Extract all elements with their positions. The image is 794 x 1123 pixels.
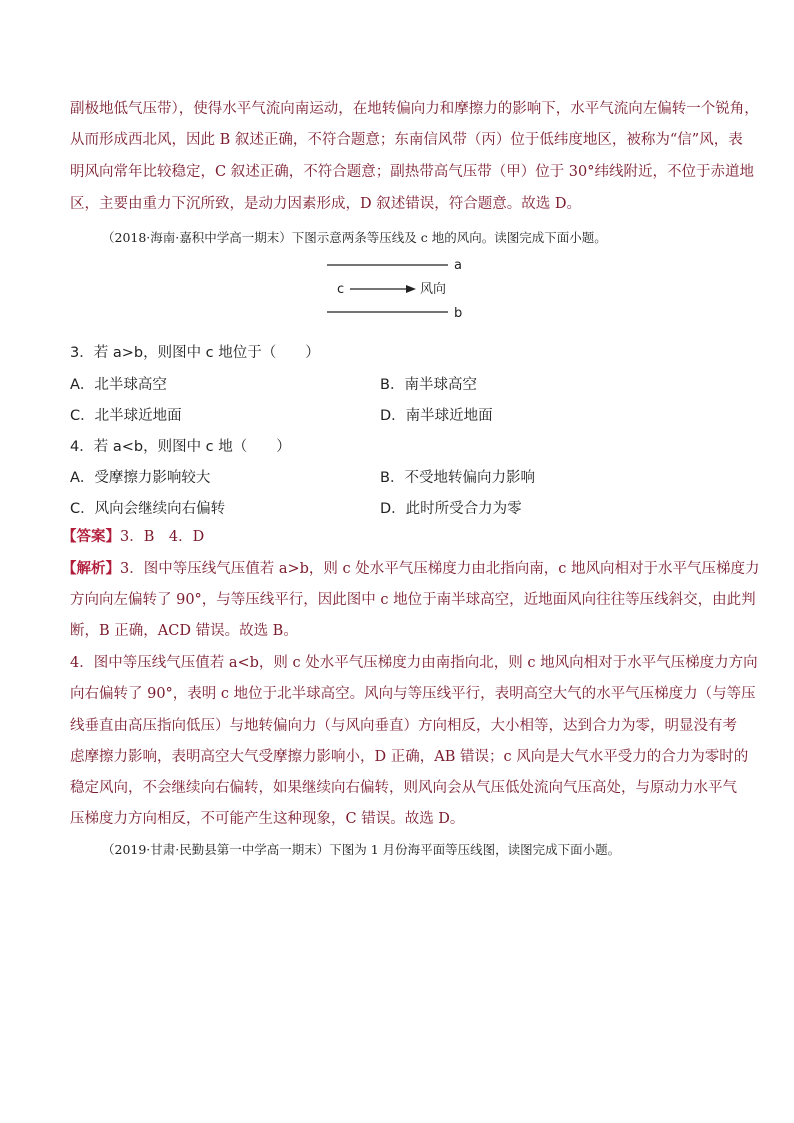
intro-line-4: 区，主要由重力下沉所致，是动力因素形成，D 叙述错误，符合题意。故选 D。: [70, 196, 581, 212]
q4-option-d: D．此时所受合力为零: [380, 501, 522, 517]
analysis-q3-first-text: 3．图中等压线气压值若 a>b，则 c 处水平气压梯度力由北指向南，c 地风向相对于水平气压梯度力: [120, 561, 760, 577]
analysis-q3-line-1: [62, 560, 759, 578]
point-c-label: c: [337, 282, 345, 297]
analysis-q4-line-5: 稳定风向，不会继续向右偏转，如果继续向右偏转，则风向会从气压低处流向气压高处，与原动力水平气: [70, 780, 737, 796]
isobar-diagram: [300, 252, 490, 324]
answer-line: [62, 528, 204, 546]
wind-arrow-head-icon: [406, 285, 416, 293]
q4-option-c: C．风向会继续向右偏转: [70, 501, 226, 517]
source-note-2: （2019·甘肃·民勤县第一中学高一期末）下图为 1 月份海平面等压线图，读图完成下面小题。: [102, 842, 621, 857]
answer-label: 【答案】: [62, 528, 120, 545]
analysis-q4-line-6: 压梯度力方向相反，不可能产生这种现象，C 错误。故选 D。: [70, 811, 465, 827]
q4-option-a: A．受摩擦力影响较大: [70, 470, 211, 486]
isobar-b-label: b: [454, 306, 463, 321]
question-3-stem: 3．若 a>b，则图中 c 地位于（ ）: [70, 345, 320, 361]
intro-line-2: 从而形成西北风，因此 B 叙述正确，不符合题意；东南信风带（丙）位于低纬度地区，被称为“信”风，表: [70, 132, 743, 148]
wind-direction-label: 风向: [420, 282, 447, 297]
q4-option-b: B．不受地转偏向力影响: [380, 470, 535, 486]
intro-line-1: 副极地低气压带），使得水平气流向南运动，在地转偏向力和摩擦力的影响下，水平气流向左偏转一个锐角，: [70, 101, 759, 117]
q3-option-b: B．南半球高空: [380, 377, 477, 393]
analysis-q4-line-2: 向右偏转了 90°，表明 c 地位于北半球高空。风向与等压线平行，表明高空大气的水平气压梯度力（与等压: [70, 686, 756, 702]
analysis-q3-line-3: 断，B 正确，ACD 错误。故选 B。: [70, 623, 298, 639]
answer-text: 3．B 4．D: [120, 529, 205, 545]
analysis-q4-line-4: 虑摩擦力影响，表明高空大气受摩擦力影响小，D 正确，AB 错误；c 风向是大气水平受力的合力为零时的: [70, 749, 749, 765]
analysis-q4-line-1: 4．图中等压线气压值若 a<b，则 c 处水平气压梯度力由南指向北，则 c 地风向相对于水平气压梯度力方向: [70, 655, 758, 671]
q3-option-d: D．南半球近地面: [380, 408, 493, 424]
q3-option-c: C．北半球近地面: [70, 408, 182, 424]
question-4-stem: 4．若 a<b，则图中 c 地（ ）: [70, 439, 291, 455]
analysis-q4-line-3: 线垂直由高压指向低压）与地转偏向力（与风向垂直）方向相反，大小相等，达到合力为零，明显没有考: [70, 718, 737, 734]
isobar-a-label: a: [454, 258, 462, 273]
q3-option-a: A．北半球高空: [70, 377, 167, 393]
analysis-label: 【解析】: [62, 560, 120, 577]
intro-line-3: 明风向常年比较稳定，C 叙述正确，不符合题意；副热带高气压带（甲）位于 30°纬线附近，不位于赤道地: [70, 164, 755, 180]
source-note-1: （2018·海南·嘉积中学高一期末）下图示意两条等压线及 c 地的风向。读图完成下面小题。: [102, 230, 607, 245]
analysis-q3-line-2: 方向向左偏转了 90°，与等压线平行，因此图中 c 地位于南半球高空，近地面风向往往等压线斜交，由此判: [70, 592, 756, 608]
